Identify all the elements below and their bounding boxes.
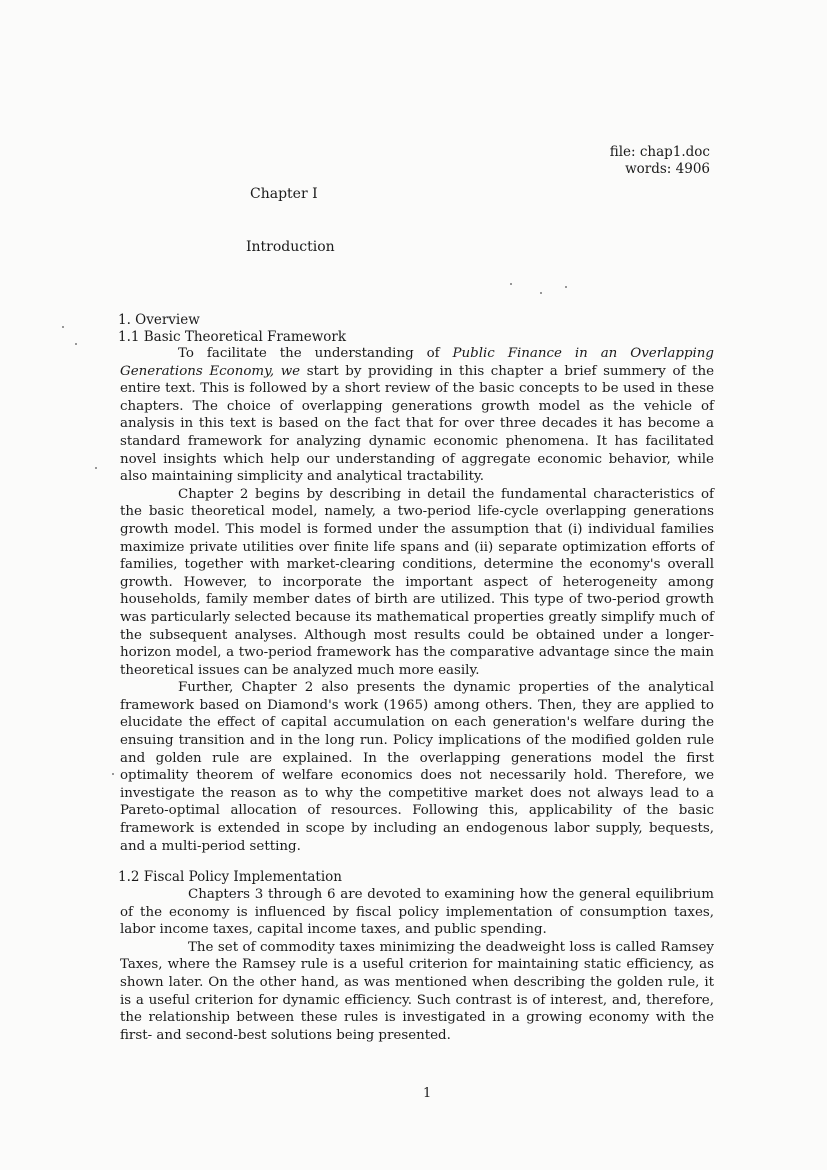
section-heading-overview: 1. Overview bbox=[118, 312, 200, 328]
chapter-label: Chapter I bbox=[250, 186, 318, 202]
file-metadata bbox=[610, 144, 710, 178]
word-count-line: words: 4906 bbox=[625, 161, 710, 177]
paragraph-2: Chapter 2 begins by describing in detail the fundamental characteristics of the basic theoretical model, namely, a two-period life-cycle overlapping generations growth model. This model is formed under the assumption that (i) individual families maximize private utilities over finite life spans and (ii) separate optimization efforts of families, together with market-clearing conditions, determine the economy's overall growth. However, to incorporate the important aspect of heterogeneity among households, family member dates of birth are utilized. This type of two-period growth was particularly selected because its mathematical properties greatly simplify much of the subsequent analyses. Although most results could be obtained under a longer-horizon model, a two-period framework has the comparative advantage since the main theoretical issues can be analyzed much more easily. bbox=[120, 486, 714, 678]
scan-speck bbox=[565, 286, 567, 288]
scan-speck bbox=[95, 467, 97, 469]
scan-speck bbox=[112, 773, 114, 775]
paragraph-4: Chapters 3 through 6 are devoted to examining how the general equilibrium of the economy is influenced by fiscal policy implementation of consumption taxes, labor income taxes, capital income taxes, and public spending. bbox=[120, 887, 714, 938]
scan-speck bbox=[75, 343, 77, 345]
paragraph-1 bbox=[120, 345, 714, 486]
section2-body bbox=[120, 886, 714, 1044]
section1-body bbox=[120, 345, 714, 855]
scan-speck bbox=[510, 283, 512, 285]
scan-speck bbox=[540, 292, 542, 294]
scan-speck bbox=[62, 326, 64, 328]
paragraph-1-lead: To facilitate the understanding of bbox=[178, 346, 453, 361]
paragraph-5: The set of commodity taxes minimizing the deadweight loss is called Ramsey Taxes, where the Ramsey rule is a useful criterion for maintaining static efficiency, as shown later. On the other hand, as was mentioned when describing the golden rule, it is a useful criterion for dynamic efficiency. Such contrast is of interest, and, therefore, the relationship between these rules is investigated in a growing economy with the first- and second-best solutions being presented. bbox=[120, 939, 714, 1043]
subsection-heading-fiscal: 1.2 Fiscal Policy Implementation bbox=[118, 869, 342, 885]
book-title-italic: Public Finance in an Overlapping Generations Economy, we bbox=[120, 346, 714, 379]
page-number: 1 bbox=[423, 1086, 432, 1101]
chapter-title: Introduction bbox=[246, 239, 335, 255]
paragraph-1-rest: start by providing in this chapter a brief summery of the entire text. This is followed by a short review of the basic concepts to be used in these chapters. The choice of overlapping generations growth model as the vehicle of analysis in this text is based on the fact that for over three decades it has become a standard framework for analyzing dynamic economic phenomena. It has facilitated novel insights which help our understanding of aggregate economic behavior, while also maintaining simplicity and analytical tractability. bbox=[120, 363, 714, 485]
subsection-heading-framework: 1.1 Basic Theoretical Framework bbox=[118, 329, 347, 345]
file-name-line: file: chap1.doc bbox=[609, 144, 710, 160]
paragraph-3: Further, Chapter 2 also presents the dynamic properties of the analytical framework based on Diamond's work (1965) among others. Then, they are applied to elucidate the effect of capital accumulation on each generation's welfare during the ensuing transition and in the long run. Policy implications of the modified golden rule and golden rule are explained. In the overlapping generations model the first optimality theorem of welfare economics does not necessarily hold. Therefore, we investigate the reason as to why the competitive market does not always lead to a Pareto-optimal allocation of resources. Following this, applicability of the basic framework is extended in scope by including an endogenous labor supply, bequests, and a multi-period setting. bbox=[120, 680, 714, 854]
